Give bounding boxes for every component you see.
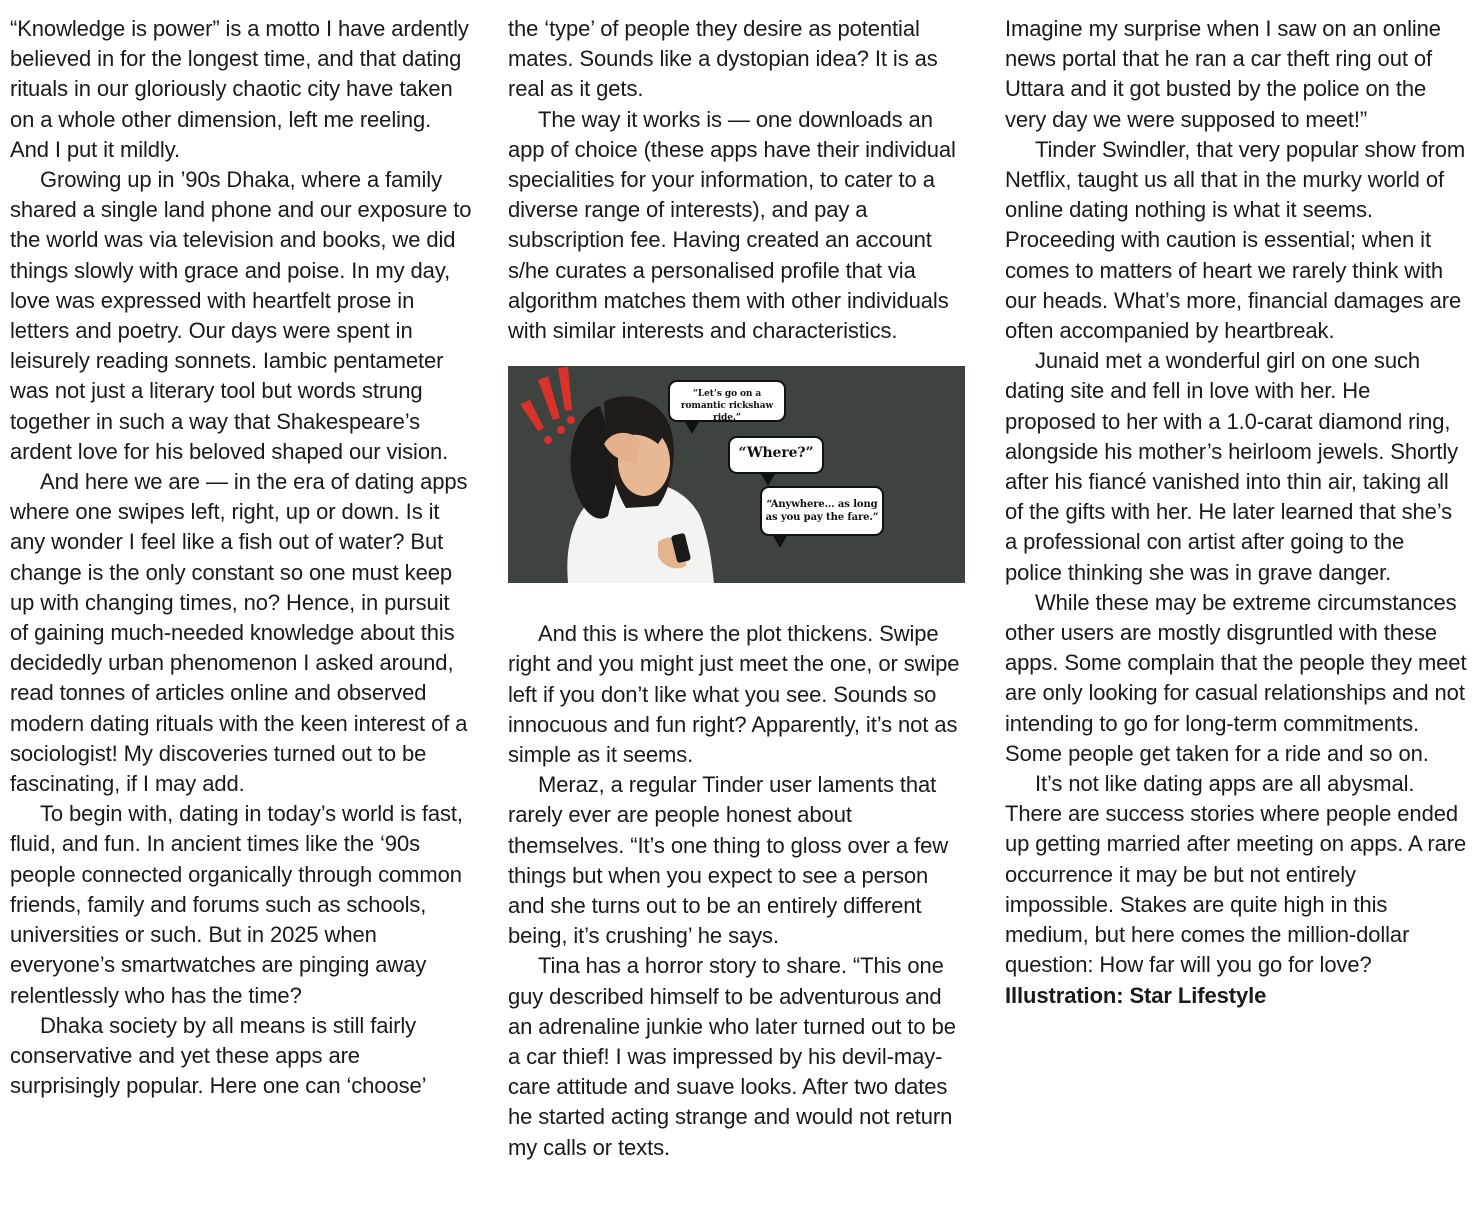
bubble-tail-icon <box>760 472 776 486</box>
paragraph: And here we are — in the era of dating apps where one swipes left, right, up or down. Is it any wonder I feel like a fish out of water? But change is the only constant so one must keep up with changing times, no? Hence, in pursuit of gaining much-needed knowledge about this decidedly urban phenomenon I asked around, read tonnes of articles online and observed modern dating rituals with the keen interest of a sociologist! My discoveries turned out to be fascinating, if I may add. <box>10 469 468 797</box>
bubble-tail-icon <box>772 534 788 548</box>
paragraph: Junaid met a wonderful girl on one such dating site and fell in love with her. He proposed to her with a 1.0-carat diamond ring, alongside his mother’s heirloom jewels. Shortly after his fiancé vanished into thin air, taking all of the gifts with her. He later learned that she’s a professional con artist after going to the police thinking she was in grave danger. <box>1005 348 1459 585</box>
paragraph: To begin with, dating in today’s world is fast, fluid, and fun. In ancient times like the ‘90s people connected organically through common friends, family and forums such as schools, universities or such. But in 2025 when everyone’s smartwatches are pinging away relentlessly who has the time? <box>10 801 463 1008</box>
paragraph: While these may be extreme circumstances other users are mostly disgruntled with these apps. Some complain that the people they meet are only looking for casual relationships and not intending to go for long-term commitments. Some people get taken for a ride and so on. <box>1005 589 1467 766</box>
exclamation-marks-icon <box>520 367 575 444</box>
paragraph: Growing up in ’90s Dhaka, where a family shared a single land phone and our exposure to the world was via television and books, we did things slowly with grace and poise. In my day, love was expressed with heartfelt prose in letters and poetry. Our days were spent in leisurely reading sonnets. Iambic pentameter was not just a literary tool but words strung together in such a way that Shakespeare’s ardent love for his beloved shaped our vision. <box>10 167 472 464</box>
paragraph: It’s not like dating apps are all abysmal. There are success stories where people ended up getting married after meeting on apps. A rare occurrence it may be but not entirely impossible. Stakes are quite high in this medium, but here comes the million-dollar question: How far will you go for love? <box>1005 771 1467 978</box>
paragraph: the ‘type’ of people they desire as potential mates. Sounds like a dystopian idea? It is as real as it gets. <box>508 16 938 102</box>
paragraph: “Knowledge is power” is a motto I have ardently believed in for the longest time, and that dating rituals in our gloriously chaotic city have taken on a whole other dimension, left me reeling. And I put it mildly. <box>10 16 469 162</box>
bubble-tail-icon <box>684 420 700 434</box>
paragraph: The way it works is — one downloads an app of choice (these apps have their individual specialities for your information, to cater to a diverse range of interests), and pay a subscription fee. Having created an account s/he curates a personalised profile that via algorithm matches them with other individuals with similar interests and characteristics. <box>508 106 956 344</box>
article-column-2 <box>508 14 966 1163</box>
illustration-credit: Illustration: Star Lifestyle <box>1005 982 1267 1008</box>
paragraph: Imagine my surprise when I saw on an online news portal that he ran a car theft ring out of Uttara and it got busted by the police on the very day we were supposed to meet!” <box>1005 16 1441 132</box>
paragraph: Tina has a horror story to share. “This one guy described himself to be adventurous and an adrenaline junkie who later turned out to be a car thief! I was impressed by his devil-may-care attitude and suave looks. After two dates he started acting strange and would not return my calls or texts. <box>508 953 956 1160</box>
paragraph: Meraz, a regular Tinder user laments that rarely ever are people honest about themselves. “It’s one thing to gloss over a few things but when you expect to see a person and she turns out to be an entirely different being, it’s crushing’ he says. <box>508 772 949 949</box>
paragraph: And this is where the plot thickens. Swipe right and you might just meet the one, or swipe left if you don’t like what you see. Sounds so innocuous and fun right? Apparently, it’s not as simple as it seems. <box>508 621 960 768</box>
paragraph: Tinder Swindler, that very popular show from Netflix, taught us all that in the murky world of online dating nothing is what it seems. Proceeding with caution is essential; when it comes to matters of heart we rarely think with our heads. What’s more, financial damages are often accompanied by heartbreak. <box>1005 136 1466 344</box>
speech-bubble-3-text: “Anywhere… as long as you pay the fare.” <box>765 499 879 524</box>
speech-bubble-1 <box>668 380 786 422</box>
paragraph: Dhaka society by all means is still fairly conservative and yet these apps are surprisingly popular. Here one can ‘choose’ <box>10 1012 427 1099</box>
speech-bubble-2-text: “Where?” <box>738 445 814 462</box>
speech-bubble-2 <box>728 436 824 474</box>
speech-bubble-1-text: “Let’s go on a romantic rickshaw ride.” <box>680 389 774 424</box>
article-column-3 <box>1005 14 1467 1011</box>
speech-bubble-3 <box>760 486 884 536</box>
illustration <box>508 366 965 583</box>
article-column-1 <box>10 14 472 1101</box>
